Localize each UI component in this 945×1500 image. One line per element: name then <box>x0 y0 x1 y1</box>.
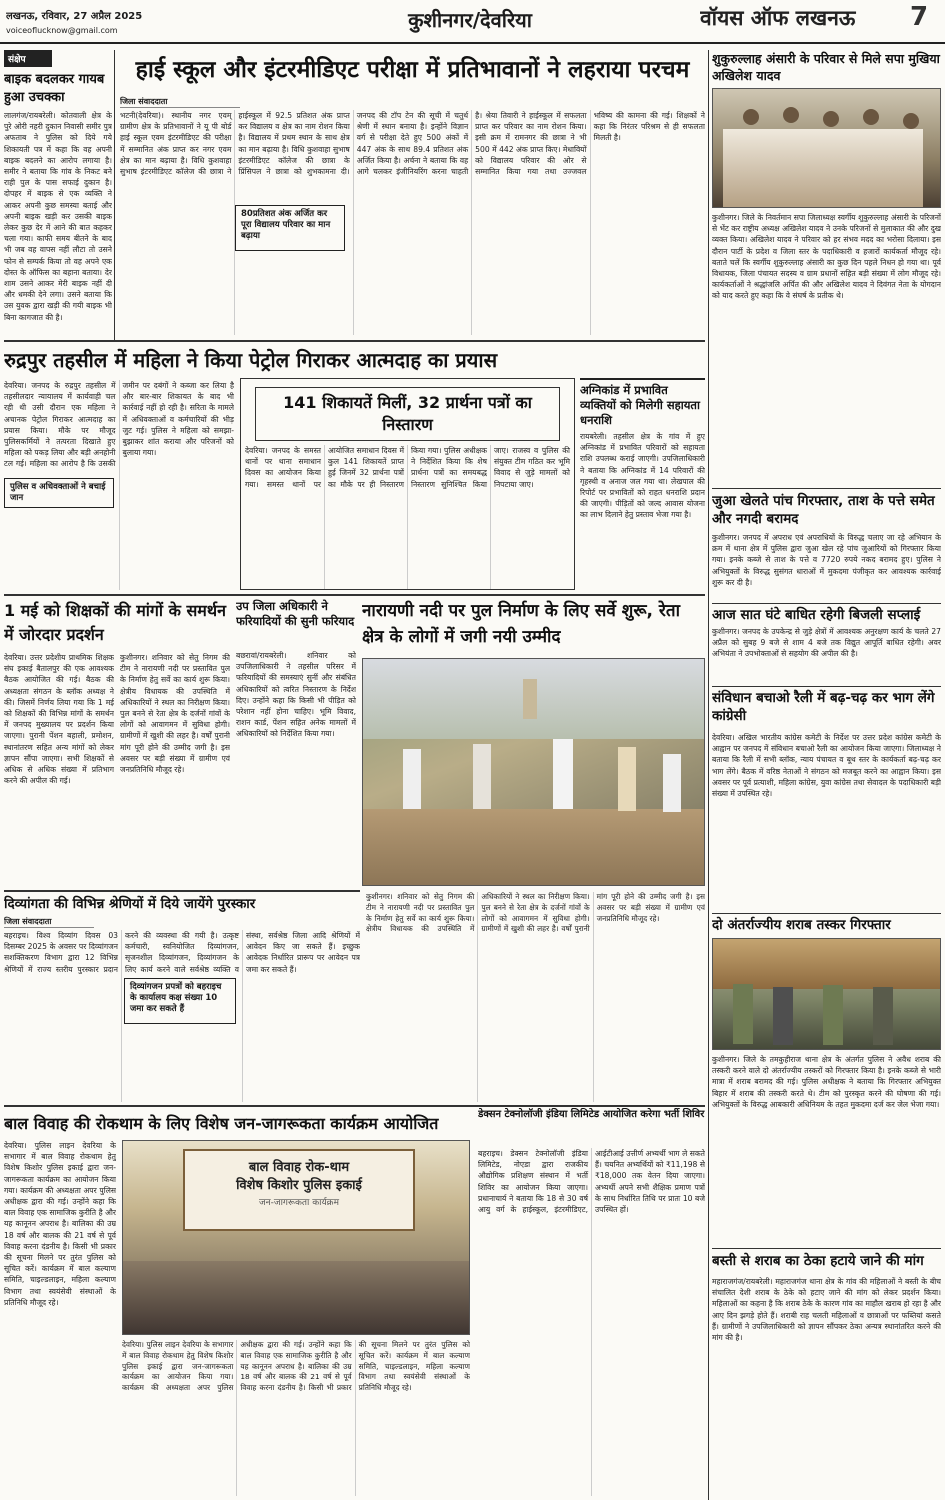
akhilesh-body: कुशीनगर। जिले के निवर्तमान सपा जिलाध्यक्ष स्वर्गीय शुकुरुल्लाह अंसारी के परिजनों से भेंट कर राष्ट्रीय अध्यक्ष अखिलेश यादव ने उनके परिजनों से मुलाकात की और दुख व्यक्त किया। अखिलेश यादव ने परिवार को हर संभव मदद का भरोसा दिलाया। इस दौरान पार्टी के प्रदेश व जिला स्तर के पदाधिकारी व हजारों कार्यकर्ता मौजूद रहे। बताते चलें कि स्वर्गीय शुकुरुल्लाह अंसारी का कुछ दिन पहले निधन हो गया था। पूर्व विधायक, जिला पंचायत सदस्य व ग्राम प्रधानों सहित बड़ी संख्या में लोग मौजूद रहे। कार्यकर्ताओं ने श्रद्धांजलि अर्पित की और अखिलेश यादव ने दिवंगत नेता के योगदान को याद करते हुए कहा कि वे संघर्ष के प्रतीक थे। <box>712 213 941 301</box>
banner-line1: बाल विवाह रोक-थाम <box>248 1160 350 1175</box>
tech-body: बहराइच। डेक्सन टेक्नोलॉजी इंडिया लिमिटेड, नोएडा द्वारा राजकीय औद्योगिक प्रशिक्षण संस्थान में भर्ती शिविर का आयोजन किया जाएगा। प्रधानाचार्य ने बताया कि 18 से 30 वर्ष आयु वर्ग के हाईस्कूल, इंटरमीडिएट, आईटीआई उत्तीर्ण अभ्यर्थी भाग ले सकते हैं। चयनित अभ्यर्थियों को ₹11,198 से ₹18,000 तक वेतन दिया जाएगा। अभ्यर्थी अपने सभी शैक्षिक प्रमाण पत्रों के साथ निर्धारित तिथि पर प्रातः 10 बजे उपस्थित हों। <box>478 1149 705 1215</box>
rudrapur-headline: रुद्रपुर तहसील में महिला ने किया पेट्रोल गिराकर आत्मदाह का प्रयास <box>4 348 498 372</box>
bijli-body: कुशीनगर। जनपद के उपकेन्द्र से जुड़े क्षेत्रों में आवश्यक अनुरक्षण कार्य के चलते 27 अप्रैल को सुबह 9 बजे से शाम 4 बजे तक विद्युत आपूर्ति बाधित रहेगी। अवर अभियंता ने उपभोक्ताओं से सहयोग की अपील की है। <box>712 627 941 659</box>
page-number: 7 <box>910 2 929 32</box>
complaints-body: देवरिया। जनपद के समस्त थानों पर थाना समाधान दिवस का आयोजन किया गया। समस्त थानों पर आयोजित समाधान दिवस में कुल 141 शिकायतें प्राप्त हुई जिनमें 32 प्रार्थना पत्रों का मौके पर ही निस्तारण किया गया। पुलिस अधीक्षक ने निर्देशित किया कि शेष प्रार्थना पत्रों का समयबद्ध निस्तारण सुनिश्चित किया जाए। राजस्व व पुलिस की संयुक्त टीम गठित कर भूमि विवाद से जुड़े मामलों को निपटाया जाए। <box>245 446 570 489</box>
complaints-headline: 141 शिकायतें मिलीं, 32 प्रार्थना पत्रों का निस्तारण <box>255 387 560 441</box>
shiksha-body: देवरिया। उत्तर प्रदेशीय प्राथमिक शिक्षक संघ इकाई बैतालपुर की एक आवश्यक बैठक आयोजित की गई। बैठक की अध्यक्षता संगठन के ब्लॉक अध्यक्ष ने की। जिसमें निर्णय लिया गया कि 1 मई को शिक्षकों की विभिन्न मांगों के समर्थन में जनपद मुख्यालय पर प्रदर्शन किया जाएगा। पुरानी पेंशन बहाली, प्रमोशन, स्थानांतरण सहित अन्य मांगों को लेकर ज्ञापन सौंपा जाएगा। सभी शिक्षकों से अधिक से अधिक संख्या में प्रतिभाग करने की अपील की गई। <box>4 653 114 786</box>
banner-line3: जन-जागरूकता कार्यक्रम <box>259 1198 339 1208</box>
nadi-headline: नारायणी नदी पर पुल निर्माण के लिए सर्वे शुरू, रेता क्षेत्र के लोगों में जगी नयी उम्मीद <box>362 601 680 647</box>
sankshep-body: लालगंज/रायबरेली। कोतवाली क्षेत्र के पुरे ओरी नहरी दुकान निवासी समीर पुत्र अफताब ने पुलिस को दिये गये शिकायती पत्र में कहा कि वह अपनी बाइक बदलने का आरोप लगाया है। समीर ने बताया कि गांव के निकट बने राही पुल के पास सफाई दुकान है। दोपहर में बाइक से एक व्यक्ति ने आकर अपनी कुछ समस्या बताई और अपनी बाइक खड़ी कर उसकी बाइक लेकर कुछ देर में आने की बात कहकर चला गया। काफी समय बीतने के बाद भी जब वह वापस नहीं लौटा तो उसने फोन से सम्पर्क किया तो वह अपने एक दोस्त के ऑफिस का बहाना बताया। देर शाम उसने आकर मेरी बाइक नहीं दी और धमकी देने लगा। उसने बताया कि उस युवक द्वारा खड़ी की गयी बाइक भी बिना कागजात की है। <box>4 111 112 322</box>
lead-headline: हाई स्कूल और इंटरमीडिएट परीक्षा में प्रतिभावानों ने लहराया परचम <box>135 57 690 83</box>
upjila-headline: उप जिला अधिकारी ने फरियादियों की सुनी फरियाद <box>236 599 355 628</box>
juaa-headline: जुआ खेलते पांच गिरफ्तार, ताश के पत्ते समेत और नगदी बरामद <box>712 493 935 527</box>
akhilesh-headline: शुकुरुल्लाह अंसारी के परिवार से मिले सपा मुखिया अखिलेश यादव <box>712 51 940 83</box>
antarjanpadiya-headline: दो अंतर्राज्यीय शराब तस्कर गिरफ्तार <box>712 917 891 933</box>
baal-body: देवरिया। पुलिस लाइन देवरिया के सभागार में बाल विवाह रोकथाम हेतु विशेष किशोर पुलिस इकाई द्वारा जन-जागरूकता कार्यक्रम का आयोजन किया गया। कार्यक्रम की अध्यक्षता अपर पुलिस अधीक्षक द्वारा की गई। उन्होंने कहा कि बाल विवाह एक सामाजिक कुरीति है और यह कानूनन अपराध है। बालिका की उम्र 18 वर्ष और बालक की 21 वर्ष से पूर्व विवाह करना दंडनीय है। किसी भी प्रकार की सूचना मिलने पर तुरंत पुलिस को सूचित करें। कार्यक्रम में बाल कल्याण समिति, चाइल्डलाइन, महिला कल्याण विभाग तथा स्वयंसेवी संस्थाओं के प्रतिनिधि मौजूद रहे। <box>4 1141 116 1307</box>
tech-headline: डेक्सन टेक्नोलॉजी इंडिया लिमिटेड आयोजित करेगा भर्ती शिविर <box>478 1109 705 1120</box>
shiksha-headline: 1 मई को शिक्षकों की मांगों के समर्थन में जोरदार प्रदर्शन <box>4 601 226 644</box>
samvidhan-body: देवरिया। अखिल भारतीय कांग्रेस कमेटी के निर्देश पर उत्तर प्रदेश कांग्रेस कमेटी के आह्वान पर जनपद में संविधान बचाओ रैली का आयोजन किया जाएगा। जिलाध्यक्ष ने बताया कि रैली में सभी ब्लॉक, न्याय पंचायत व बूथ स्तर के कार्यकर्ता बढ़-चढ़ कर भाग लेंगे। बैठक में वरिष्ठ नेताओं ने संगठन को मजबूत करने का आह्वान किया। इस अवसर पर पूर्व प्रत्याशी, महिला कांग्रेस, युवा कांग्रेस तथा सेवादल के पदाधिकारी बड़ी संख्या में उपस्थित रहे। <box>712 733 941 799</box>
samvidhan-headline: संविधान बचाओ रैली में बढ़-चढ़ कर भाग लेंगे कांग्रेसी <box>712 690 935 724</box>
shiksha-body-continuation: कुशीनगर। शनिवार को सेतु निगम की टीम ने नारायणी नदी पर प्रस्तावित पुल के निर्माण हेतु सर्वे का कार्य शुरू किया। क्षेत्रीय विधायक की उपस्थिति में अधिकारियों ने स्थल का निरीक्षण किया। पुल बनने से रेता क्षेत्र के दर्जनों गांवों के लोगों को आवागमन में सुविधा होगी। ग्रामीणों में खुशी की लहर है। वर्षों पुरानी मांग पूरी होने की उम्मीद जगी है। इस अवसर पर बड़ी संख्या में ग्रामीण एवं जनप्रतिनिधि मौजूद रहे। <box>120 653 230 775</box>
antarjanpadiya-photo <box>712 938 941 1050</box>
sankshep-headline: बाइक बदलकर गायब हुआ उचक्का <box>4 72 105 105</box>
antarjanpadiya-body: कुशीनगर। जिले के तमकुहीराज थाना क्षेत्र के अंतर्गत पुलिस ने अवैध शराब की तस्करी करने वाले दो अंतर्राज्यीय तस्करों को गिरफ्तार किया है। इनके कब्जे से भारी मात्रा में शराब बरामद की गई। पुलिस अधीक्षक ने बताया कि गिरफ्तार अभियुक्त बिहार में शराब की तस्करी करते थे। टीम को पुरस्कृत करने की घोषणा की गई। अभियुक्तों के विरुद्ध आबकारी अधिनियम के तहत मुकदमा दर्ज कर जेल भेजा गया। <box>712 1055 941 1109</box>
complaints-box <box>240 378 575 590</box>
juaa-body: कुशीनगर। जनपद में अपराध एवं अपराधियों के विरुद्ध चलाए जा रहे अभियान के क्रम में थाना क्षेत्र में पुलिस द्वारा जुआ खेल रहे पांच जुआरियों को गिरफ्तार किया गया। इनके कब्जे से ताश के पत्ते व 7720 रुपये नकद बरामद हुए। पुलिस ने अभियुक्तों के विरुद्ध सुसंगत धाराओं में मुकदमा पंजीकृत कर आवश्यक कार्रवाई शुरू कर दी है। <box>712 533 941 587</box>
rudrapur-body: देवरिया। जनपद के रुद्रपुर तहसील में तहसीलदार न्यायालय में कार्यवाही चल रही थी उसी दौरान एक महिला ने अचानक पेट्रोल गिराकर आत्मदाह का प्रयास किया। मौके पर मौजूद पुलिसकर्मियों ने तत्परता दिखाते हुए महिला को पकड़ लिया और बड़ी अनहोनी टल गई। महिला का आरोप है कि उसकी जमीन पर दबंगों ने कब्जा कर लिया है और बार-बार शिकायत के बाद भी कार्रवाई नहीं हो रही है। सरिता के मामले में अधिवक्ताओं व कर्मचारियों की भीड़ जुट गई। पुलिस ने महिला को समझा-बुझाकर शांत कराया और परिजनों को बुलाया गया। <box>4 381 234 469</box>
agnikand-body: रायबरेली। तहसील क्षेत्र के गांव में हुए अग्निकांड में प्रभावित परिवारों को सहायता राशि उपलब्ध कराई जाएगी। उपजिलाधिकारी ने बताया कि अग्निकांड में 14 परिवारों की गृहस्थी व अनाज जल गया था। लेखपाल की रिपोर्ट पर प्रभावितों को राहत धनराशि प्रदान की जाएगी। पीड़ितों को जल्द आवास योजना का लाभ दिलाने हेतु प्रस्ताव भेजा गया है। <box>580 432 705 520</box>
sankshep-box <box>4 50 112 338</box>
baal-headline: बाल विवाह की रोकथाम के लिए विशेष जन-जागरूकता कार्यक्रम आयोजित <box>4 1114 439 1133</box>
divyang-byline: जिला संवाददाता <box>4 916 94 928</box>
masthead-bar <box>0 0 945 44</box>
lead-byline: जिला संवाददाता <box>120 96 240 108</box>
lead-body: भटनी(देवरिया)। स्थानीय नगर एवम् ग्रामीण क्षेत्र के प्रतिभावानों ने यू पी बोर्ड हाई स्कूल एवम इंटरमीडिएट की परीक्षा में सम्मानित अंक प्राप्त कर नगर एवम क्षेत्र का मान बढ़ाया है। विधि कुशवाहा सुभाष इंटरमीडिएट कॉलेज की छात्रा ने हाईस्कूल में 92.5 प्रतिशत अंक प्राप्त कर विद्यालय व क्षेत्र का नाम रोशन किया है। विद्यालय में प्रथम स्थान के साथ क्षेत्र का मान बढ़ाया है। विधि कुशवाहा सुभाष इंटरमीडिएट कॉलेज की छात्रा के प्रिंसिपल ने छात्रा को शुभकामना दी। जनपद की टॉप टेन की सूची में चतुर्थ श्रेणी में स्थान बनाया है। इन्होंने विज्ञान वर्ग से परीक्षा देते हुए 500 अंकों में 447 अंक के साथ 89.4 प्रतिशत अंक अर्जित किया है। अर्चना ने बताया कि वह आगे चलकर इंजीनियरिंग करना चाहती है। श्रेया तिवारी ने हाईस्कूल में सफलता प्राप्त कर परिवार का नाम रोशन किया। इसी क्रम में रामनगर की छात्रा ने भी 500 में 442 अंक प्राप्त किए। मेधावियों को विद्यालय परिवार की ओर से सम्मानित किया गया तथा उज्जवल भविष्य की कामना की गई। शिक्षकों ने कहा कि निरंतर परिश्रम से ही सफलता मिलती है। <box>120 111 705 177</box>
akhilesh-photo <box>712 88 941 208</box>
section-title: कुशीनगर/देवरिया <box>408 8 532 32</box>
baal-photo <box>122 1140 470 1335</box>
rudrapur-kicker: पुलिस व अधिवक्ताओं ने बचाई जान <box>4 478 114 508</box>
bijli-headline: आज सात घंटे बाधित रहेगी बिजली सप्लाई <box>712 607 921 623</box>
baal-caption: देवरिया। पुलिस लाइन देवरिया के सभागार में बाल विवाह रोकथाम हेतु विशेष किशोर पुलिस इकाई द्वारा जन-जागरूकता कार्यक्रम का आयोजन किया गया। कार्यक्रम की अध्यक्षता अपर पुलिस अधीक्षक द्वारा की गई। उन्होंने कहा कि बाल विवाह एक सामाजिक कुरीति है और यह कानूनन अपराध है। बालिका की उम्र 18 वर्ष और बालक की 21 वर्ष से पूर्व विवाह करना दंडनीय है। किसी भी प्रकार की सूचना मिलने पर तुरंत पुलिस को सूचित करें। कार्यक्रम में बाल कल्याण समिति, चाइल्डलाइन, महिला कल्याण विभाग तथा स्वयंसेवी संस्थाओं के प्रतिनिधि मौजूद रहे। <box>122 1340 470 1393</box>
nadi-caption: कुशीनगर। शनिवार को सेतु निगम की टीम ने नारायणी नदी पर प्रस्तावित पुल के निर्माण हेतु सर्वे का कार्य शुरू किया। क्षेत्रीय विधायक की उपस्थिति में अधिकारियों ने स्थल का निरीक्षण किया। पुल बनने से रेता क्षेत्र के दर्जनों गांवों के लोगों को आवागमन में सुविधा होगी। ग्रामीणों में खुशी की लहर है। वर्षों पुरानी मांग पूरी होने की उम्मीद जगी है। इस अवसर पर बड़ी संख्या में ग्रामीण एवं जनप्रतिनिधि मौजूद रहे। <box>366 892 705 934</box>
banner-line2: विशेष किशोर पुलिस इकाई <box>236 1178 362 1193</box>
email: voiceoflucknow@gmail.com <box>6 26 118 35</box>
divyang-headline: दिव्यांगता की विभिन्न श्रेणियों में दिये जायेंगे पुरस्कार <box>4 896 256 912</box>
masthead: वॉयस ऑफ लखनऊ <box>700 6 856 30</box>
agnikand-headline: अग्निकांड में प्रभावित व्यक्तियों को मिलेगी सहायता धनराशि <box>580 378 705 428</box>
lead-pullquote: 80प्रतिशत अंक अर्जित कर पूरा विद्यालय परिवार का मान बढ़ाया <box>235 205 345 251</box>
shiksha-body-2 <box>120 652 230 884</box>
sharab-body: महाराजगंज/रायबरेली। महाराजगंज थाना क्षेत्र के गांव की महिलाओं ने बस्ती के बीच संचालित देशी शराब के ठेके को हटाए जाने की मांग को लेकर प्रदर्शन किया। महिलाओं का कहना है कि शराब ठेके के कारण गांव का माहौल खराब हो रहा है और आए दिन झगड़े होते हैं। शराबी राह चलती महिलाओं व छात्राओं पर फब्तियां कसते हैं। ग्रामीणों ने उपजिलाधिकारी को ज्ञापन सौंपकर ठेका अन्यत्र स्थानांतरित करने की मांग की है। <box>712 1277 941 1343</box>
divyang-pullquote: दिव्यांगजन प्रपत्रों को बहराइच के कार्यालय कक्ष संख्या 10 जमा कर सकते हैं <box>124 978 236 1024</box>
divyang-body: बहराइच। विश्व दिव्यांग दिवस 03 दिसम्बर 2025 के अवसर पर दिव्यांगजन सशक्तिकरण विभाग द्वारा 12 विभिन्न श्रेणियों में राज्य स्तरीय पुरस्कार प्रदान करने की व्यवस्था की गयी है। उत्कृष्ट कर्मचारी, स्वनियोजित दिव्यांगजन, सृजनशील दिव्यांगजन, दिव्यांगजन के लिए कार्य करने वाले सर्वश्रेष्ठ व्यक्ति व संस्था, सर्वश्रेष्ठ जिला आदि श्रेणियों में आवेदन किए जा सकते हैं। इच्छुक आवेदक निर्धारित प्रारूप पर आवेदन पत्र जमा कर सकते हैं। <box>4 931 360 974</box>
dateline: लखनऊ, रविवार, 27 अप्रैल 2025 <box>6 11 143 22</box>
nadi-photo <box>362 658 705 886</box>
upjila-body: बछरावां/रायबरेली। शनिवार को उपजिलाधिकारी ने तहसील परिसर में फरियादियों की समस्याएं सुनीं और संबंधित अधिकारियों को त्वरित निस्तारण के निर्देश दिए। उन्होंने कहा कि किसी भी पीड़ित को परेशान नहीं होना चाहिए। भूमि विवाद, राशन कार्ड, पेंशन सहित अनेक मामलों में अधिकारियों को निर्देशित किया गया। <box>236 651 356 739</box>
sankshep-label: संक्षेप <box>4 50 52 67</box>
sharab-headline: बस्ती से शराब का ठेका हटाये जाने की मांग <box>712 1253 924 1269</box>
agnikand-box <box>580 378 705 590</box>
